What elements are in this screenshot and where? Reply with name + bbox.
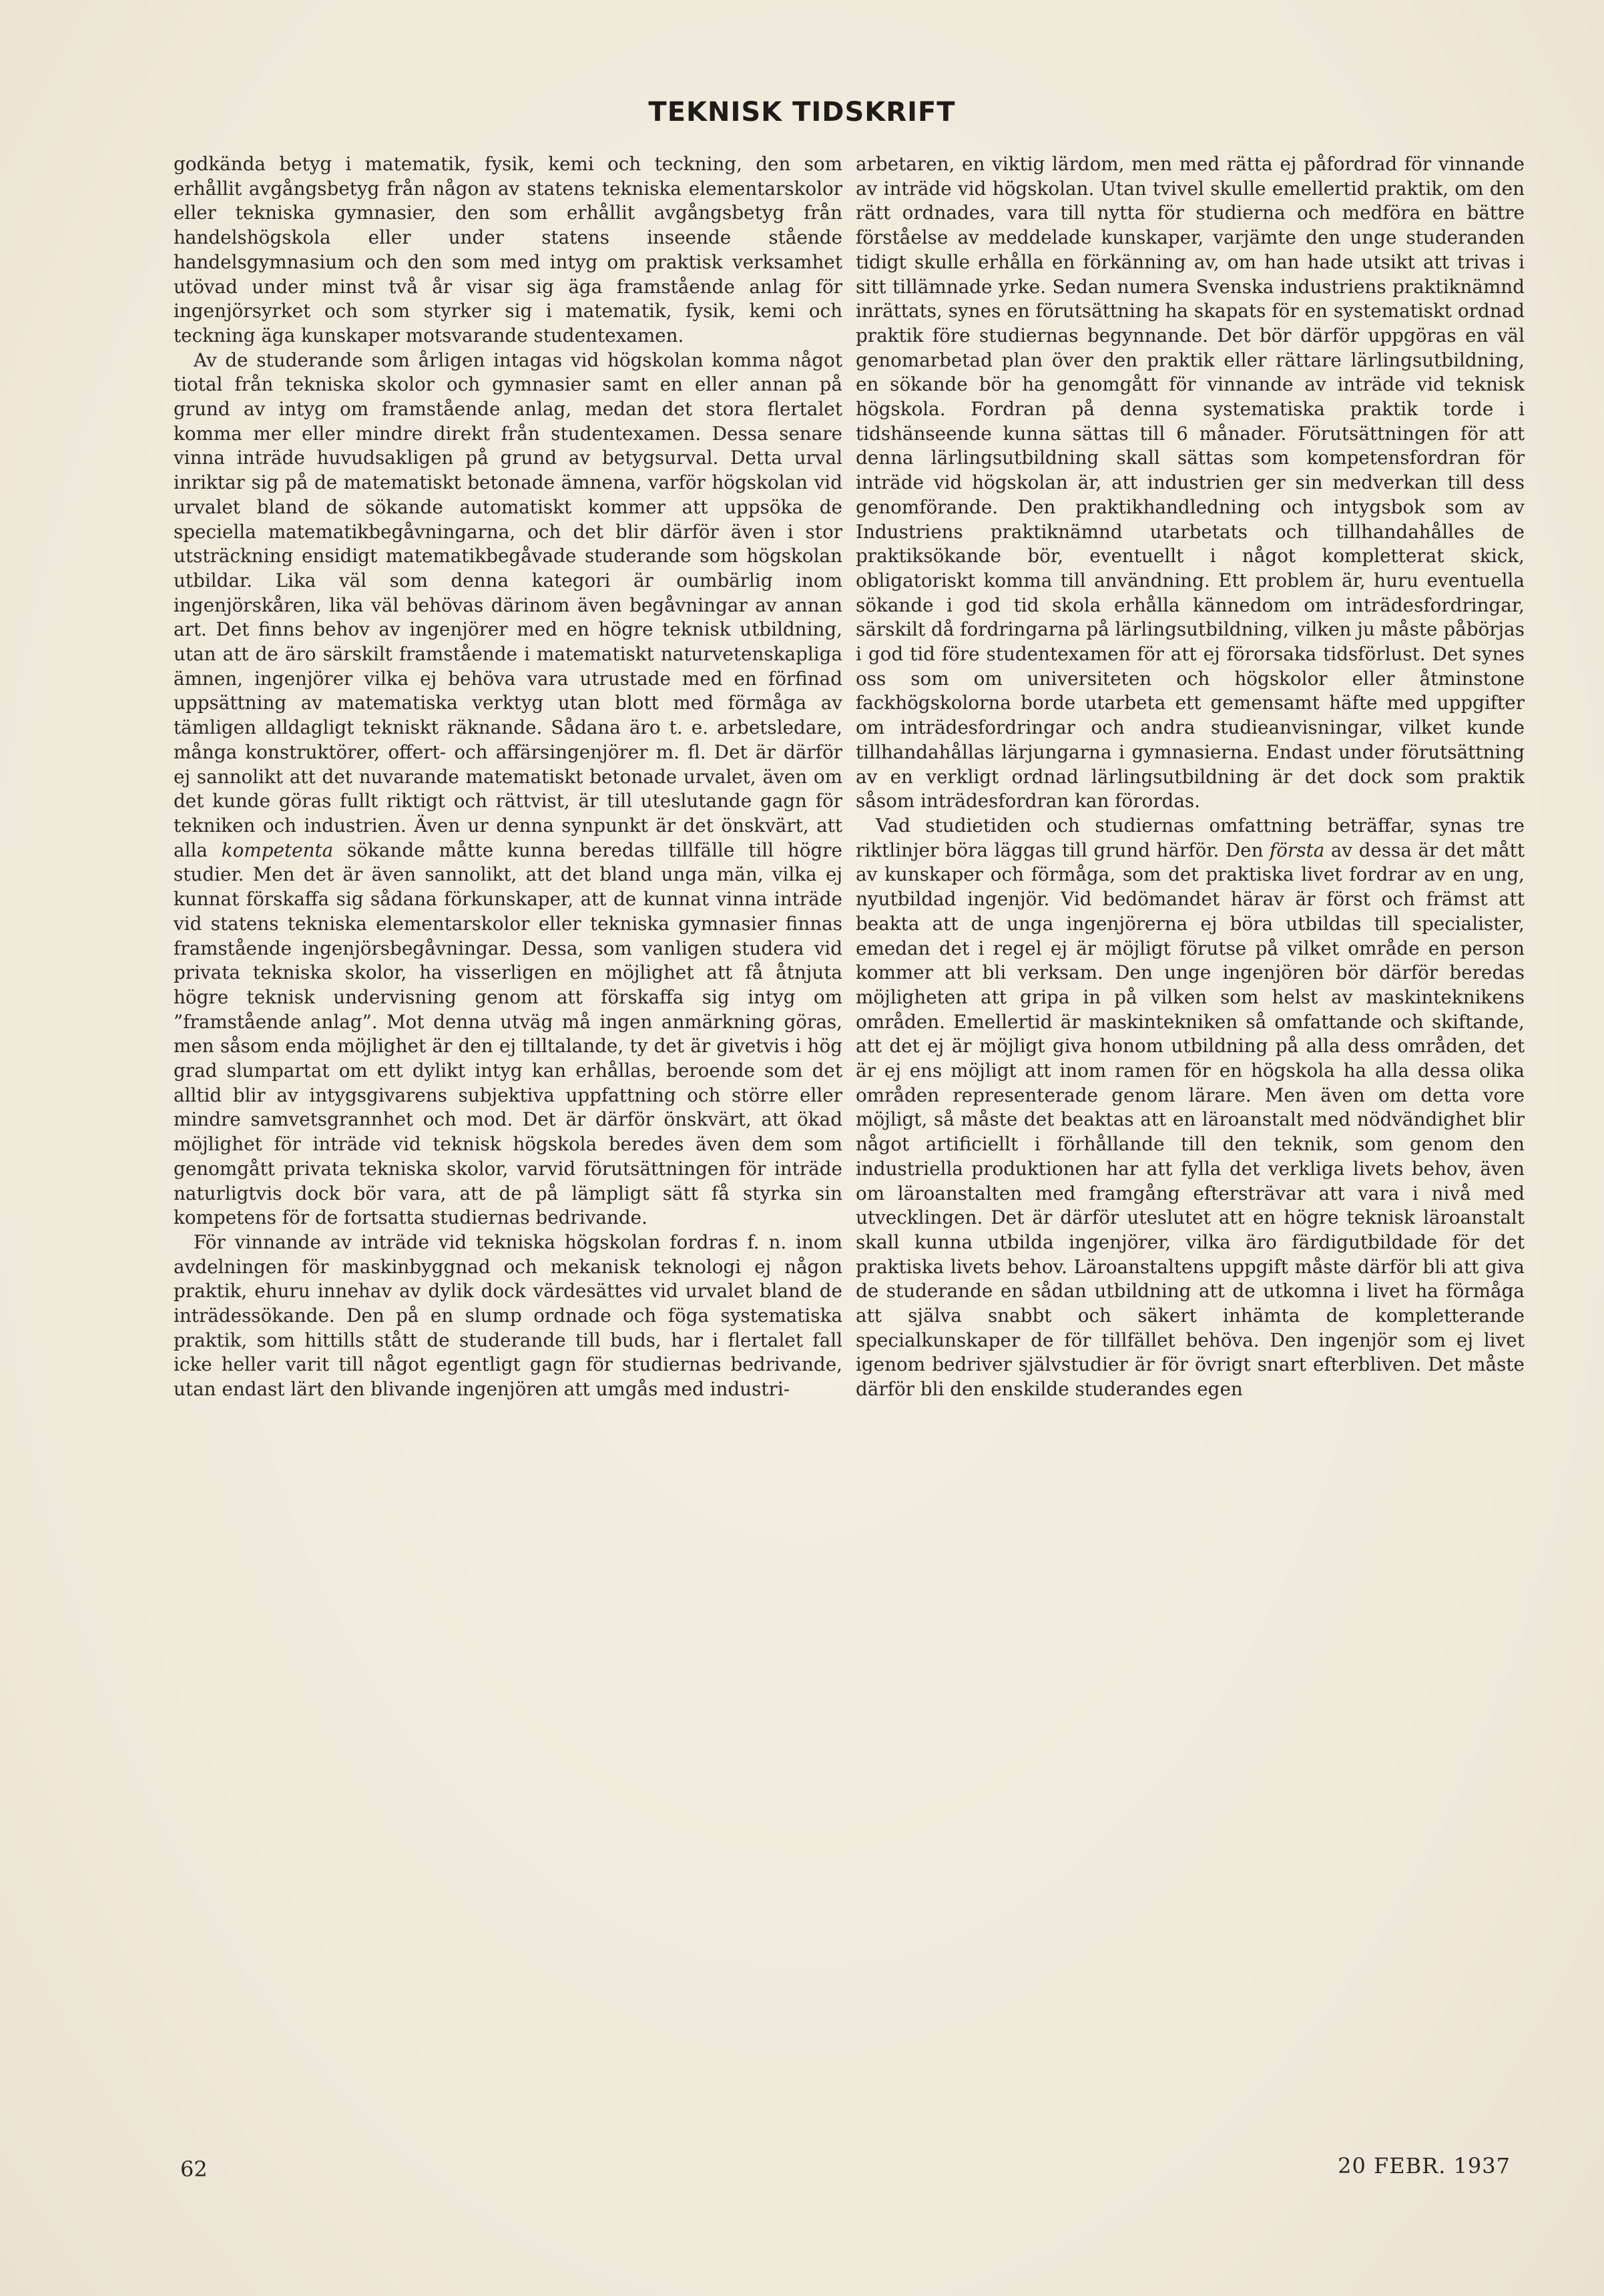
emphasis-text: kompetenta [221, 839, 334, 861]
paragraph: För vinnande av inträde vid tekniska högskolan fordras f. n. inom avdelningen för maskinbyggnad och mekanisk teknologi ej någon praktik, ehuru innehav av dylik dock värdesättes vid urvalet bland de inträdessökande. Den på en slump ordnade och föga systematiska praktik, som hittills stått de studerande till buds, har i flertalet fall icke heller varit till något egentligt gagn för studiernas bedrivande, utan endast lärt den blivande ingenjören att umgås med industri- [174, 1230, 842, 1401]
paragraph-text: Av de studerande som årligen intagas vid högskolan komma något tiotal från tekniska skolor och gymnasier samt en eller annan på grund av intyg om framstående anlag, medan det stora flertalet komma mer eller mindre direkt från studentexamen. Dessa senare vinna inträde huvudsakligen på grund av betygsurval. Detta urval inriktar sig på de matematiskt betonade ämnena, varför högskolan vid urvalet bland de sökande automatiskt kommer att uppsöka de speciella matematikbegåvningarna, och det blir därför även i stor utsträckning ensidigt matematikbegåvade studerande som högskolan utbildar. Lika väl som denna kategori är oumbärlig inom ingenjörskåren, lika väl behövas därinom även begåvningar av annan art. Det finns behov av ingenjörer med en högre teknisk utbildning, utan att de äro särskilt framstående i matematiskt naturvetenskapliga ämnen, ingenjörer vilka ej behöva vara utrustade med en förfinad uppsättning av matematiska verktyg utan blott med förmåga av tämligen alldagligt tekniskt räknande. Sådana äro t. e. arbetsledare, många konstruktörer, offert- och affärsingenjörer m. fl. Det är därför ej sannolikt att det nuvarande matematiskt betonade urvalet, även om det kunde göras fullt riktigt och rättvist, är till uteslutande gagn för tekniken och industrien. Även ur denna synpunkt är det önskvärt, att alla [174, 349, 842, 861]
paragraph [856, 814, 1525, 1402]
right-column [856, 152, 1525, 1402]
paragraph [174, 349, 842, 1230]
paragraph-text: av dessa är det mått av kunskaper och förmåga, som det praktiska livet fordrar av en ung, nyutbildad ingenjör. Vid bedömandet härav är först och främst att beakta att de unga ingenjörerna ej böra utbildas till specialister, emedan det i regel ej är möjligt förutse på vilket område en person kommer att bli verksam. Den unge ingenjören bör därför beredas möjligheten att gripa in på vilken som helst av maskinteknikens områden. Emellertid är maskintekniken så omfattande och skiftande, att det ej är möjligt giva honom utbildning på alla dess områden, det är ej ens möjligt att inom ramen för en högskola ha alla dessa olika områden representerade genom lärare. Men även om detta vore möjligt, så måste det beaktas att en läroanstalt med nödvändighet blir något artificiellt i förhållande till den teknik, som genom den industriella produktionen har att fylla det verkliga livets behov, även om läroanstalten med framgång eftersträvar att vara i nivå med utvecklingen. Det är därför uteslutet att en högre teknisk läroanstalt skall kunna utbilda ingenjörer, vilka äro färdigutbildade för det praktiska livets behov. Läroanstaltens uppgift måste därför bli att giva de studerande en sådan utbildning att de utkomna i livet ha förmåga att själva snabbt och säkert inhämta de kompletterande specialkunskaper de för tillfället behöva. Den ingenjör som ej livet igenom bedriver självstudier är för övrigt snart efterbliven. Det måste därför bli den enskilde studerandes egen [856, 839, 1525, 1401]
page-number: 62 [180, 2156, 208, 2182]
paragraph: arbetaren, en viktig lärdom, men med rätta ej påfordrad för vinnande av inträde vid högskolan. Utan tvivel skulle emellertid praktik, om den rätt ordnades, vara till nytta för studierna och medföra en bättre förståelse av meddelade kunskaper, varjämte den unge studeranden tidigt skulle erhålla en förkänning av, om han hade utsikt att trivas i sitt tillämnade yrke. Sedan numera Svenska industriens praktiknämnd inrättats, synes en förutsättning ha skapats för en systematiskt ordnad praktik före studiernas begynnande. Det bör därför uppgöras en väl genomarbetad plan över den praktik eller rättare lärlingsutbildning, en sökande bör ha genomgått för vinnande av inträde vid teknisk högskola. Fordran på denna systematiska praktik torde i tidshänseende kunna sättas till 6 månader. Förutsättningen för att denna lärlingsutbildning skall sättas som kompetensfordran för inträde vid högskolan är, att industrien ger sin medverkan till dess genomförande. Den praktikhandledning och intygsbok som av Industriens praktiknämnd utarbetats och tillhandahålles de praktiksökande bör, eventuellt i något kompletterat skick, obligatoriskt komma till användning. Ett problem är, huru eventuella sökande i god tid skola erhålla kännedom om inträdesfordringar, särskilt då fordringarna på lärlingsutbildning, vilken ju måste påbörjas i god tid före studentexamen för att ej förorsaka tidsförlust. Det synes oss som om universiteten och högskolor eller åtminstone fackhögskolorna borde utarbeta ett gemensamt häfte med uppgifter om inträdesfordringar och andra studieanvisningar, vilket kunde tillhandahållas lärjungarna i gymnasierna. Endast under förutsättning av en verkligt ordnad lärlingsutbildning är det dock som praktik såsom inträdesfordran kan förordas. [856, 153, 1525, 813]
paragraph-text: Vad studietiden och studiernas omfattning beträffar, synas tre riktlinjer böra läggas till grund härför. Den [856, 814, 1525, 861]
paragraph: godkända betyg i matematik, fysik, kemi och teckning, den som erhållit avgångsbetyg från någon av statens tekniska elementarskolor eller tekniska gymnasier, den som erhållit avgångsbetyg från handelshögskola eller under statens inseende stående handelsgymnasium och den som med intyg om praktisk verksamhet utövad under minst två år visar sig äga framstående anlag för ingenjörsyrket och som styrker sig i matematik, fysik, kemi och teckning äga kunskaper motsvarande studentexamen. [174, 153, 842, 347]
left-column [174, 152, 842, 1402]
issue-date: 20 FEBR. 1937 [1338, 2153, 1511, 2178]
journal-title: TEKNISK TIDSKRIFT [648, 97, 956, 128]
emphasis-text: första [1270, 839, 1325, 861]
paragraph-text: sökande måtte kunna beredas tillfälle till högre studier. Men det är även sannolikt, att det bland unga män, vilka ej kunnat förskaffa sig sådana förkunskaper, att de kunnat vinna inträde vid statens tekniska elementarskolor eller tekniska gymnasier finnas framstående ingenjörsbegåvningar. Dessa, som vanligen studera vid privata tekniska skolor, ha visserligen en möjlighet att få åtnjuta högre teknisk undervisning genom att förskaffa sig intyg om ”framstående anlag”. Mot denna utväg må ingen anmärkning göras, men såsom enda möjlighet är den ej tilltalande, ty det är givetvis i hög grad slumpartat om ett dylikt intyg kan erhållas, beroende som det alltid blir av intygsgivarens subjektiva uppfattning och större eller mindre samvetsgrannhet och mod. Det är därför önskvärt, att ökad möjlighet för inträde vid teknisk högskola beredes även dem som genomgått privata tekniska skolor, varvid förutsättningen för inträde naturligtvis dock bör vara, att de på lämpligt sätt få styrka sin kompetens för de fortsatta studiernas bedrivande. [174, 839, 843, 1229]
